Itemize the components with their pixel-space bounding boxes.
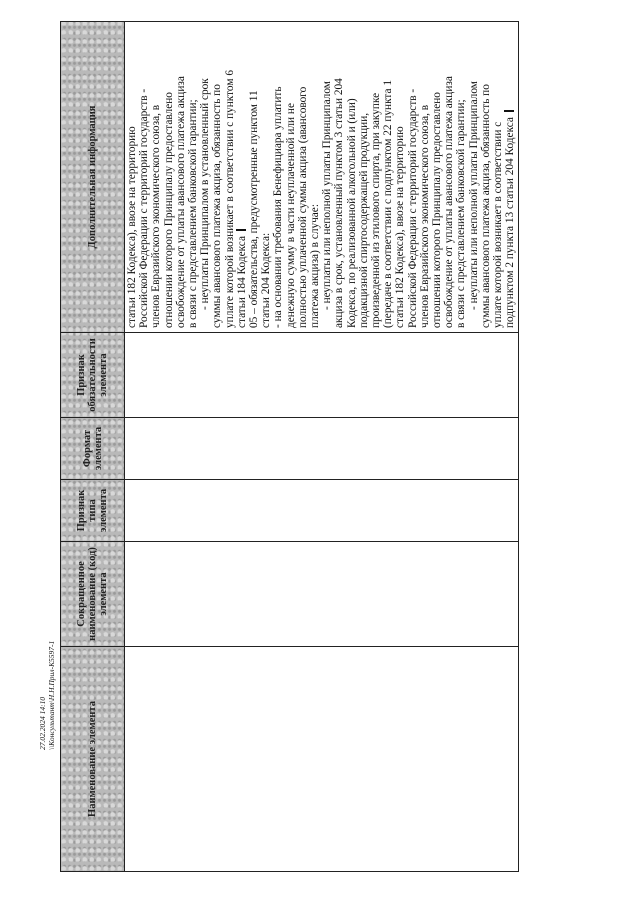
info-line: полностью уплаченной суммы акциза (авансового [296, 86, 309, 328]
info-line: освобождение от уплаты авансового платежа акциза [443, 76, 456, 328]
info-line: суммы авансового платежа акциза, обязанность по [479, 84, 492, 328]
info-line-text: подпунктом 2 пункта 13 статьи 204 Кодекса [504, 117, 517, 328]
info-line: подакцизной спиртосодержащей продукции, [357, 112, 370, 328]
text-cursor-icon [504, 110, 514, 112]
info-line: статьи 182 Кодекса), ввозе на территорию [394, 126, 407, 328]
document-footer [38, 570, 56, 750]
info-line: Российской Федерации с территорий государств - [406, 88, 419, 328]
info-line: - неуплаты или неполной уплаты Принципалом [467, 81, 480, 310]
header-element-code: Сокращенное наименование (код) элемента [61, 542, 125, 647]
footer-source: \\Консультант\Н.Н.Прил-К5597-1 [47, 640, 56, 750]
info-line: - неуплаты или неполной уплаты Принципалом [321, 81, 334, 310]
info-line: Кодекса, по реализованной алкогольной и (или) [345, 98, 358, 328]
cell-element-code [125, 542, 519, 647]
rotated-table-container [60, 22, 517, 872]
info-line: отношении которого Принципалу предоставлено [431, 92, 444, 328]
header-element-name: Наименование элемента [61, 647, 125, 872]
info-line: платежа акциза) в случае: [309, 204, 322, 328]
info-line: произведенной из этилового спирта, при закупке [370, 92, 383, 328]
info-line: денежную сумму в части неуплаченной или не [284, 103, 297, 328]
info-line: уплате которой возникает в соответствии с пунктом 6 [223, 70, 236, 328]
info-line: в связи с представлением банковской гарантии; [455, 99, 468, 328]
header-element-type: Признак типа элемента [61, 480, 125, 542]
cell-additional-info [125, 22, 519, 333]
table-header-row [61, 22, 125, 872]
info-line: - неуплаты Принципалом в установленный срок [199, 78, 212, 310]
info-line: суммы авансового платежа акциза, обязанность по [211, 84, 224, 328]
cell-element-type [125, 480, 519, 542]
info-line: отношении которого Принципалу предоставлено [162, 92, 175, 328]
info-line: членов Евразийского экономического союза, в [150, 104, 163, 328]
info-line: уплате которой возникает в соответствии с [492, 121, 505, 328]
cell-element-name [125, 647, 519, 872]
info-line: (передаче в соответствии с подпунктом 22 пункта 1 [382, 80, 395, 328]
info-line: в связи с представлением банковской гарантии; [187, 99, 200, 328]
info-line: освобождение от уплаты авансового платежа акциза [174, 76, 187, 328]
footer-timestamp: 27.02.2024 14:10 [38, 696, 47, 750]
cell-element-required [125, 333, 519, 418]
table-row [125, 22, 519, 872]
info-line: - на основании требования Бенефициара уплатить [272, 86, 285, 328]
info-line [504, 26, 516, 328]
info-line: 05 – обязательства, предусмотренные пунктом 11 [248, 90, 261, 328]
header-additional-info: Дополнительная информация [61, 22, 125, 333]
header-element-required: Признак обязательности элемента [61, 333, 125, 418]
element-table [60, 21, 519, 872]
text-cursor-icon [236, 229, 246, 231]
cell-element-format [125, 418, 519, 480]
info-line-text: статьи 184 Кодекса [235, 236, 248, 328]
info-line: акциза в срок, установленный пунктом 3 статьи 204 [333, 78, 346, 328]
info-line: статьи 182 Кодекса), ввозе на территорию [126, 126, 138, 328]
header-element-format: Формат элемента [61, 418, 125, 480]
info-line [236, 26, 248, 328]
info-line: статьи 204 Кодекса: [260, 232, 273, 328]
info-line: Российской Федерации с территорий государств - [138, 88, 151, 328]
info-line: членов Евразийского экономического союза, в [418, 104, 431, 328]
